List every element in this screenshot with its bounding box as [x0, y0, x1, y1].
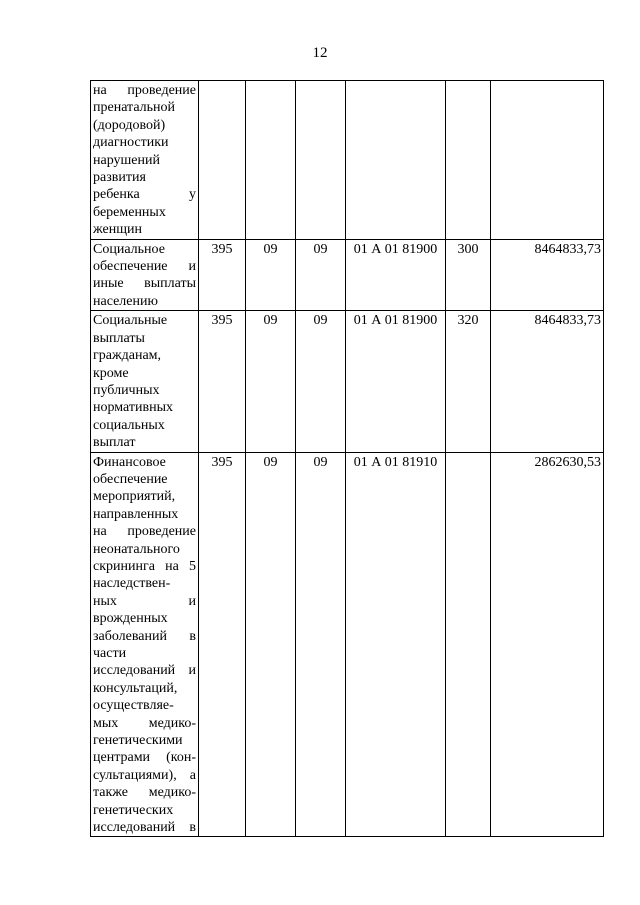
- table-row: [91, 81, 604, 240]
- row-name-line: генетических: [93, 802, 174, 818]
- row-name-line: неонатального: [93, 541, 180, 557]
- section-code-cell: 09: [246, 452, 296, 837]
- row-name-line: нарушений: [93, 152, 160, 168]
- subsection-code-cell: 09: [296, 452, 346, 837]
- section-code-cell: 09: [246, 311, 296, 452]
- table-row: [91, 452, 604, 837]
- budget-table-body: [91, 81, 604, 837]
- grbs-code-cell: 395: [199, 452, 246, 837]
- row-name-line: женщин: [93, 222, 142, 238]
- amount-cell: [491, 81, 604, 240]
- row-name-line: обеспечение и: [93, 259, 196, 275]
- row-name-line: консультаций,: [93, 680, 178, 696]
- row-name-line: гражданам,: [93, 348, 162, 364]
- row-name-line: обеспечение: [93, 471, 168, 487]
- table-row: [91, 239, 604, 311]
- row-name-line: пренатальной: [93, 100, 176, 116]
- row-name-line: Социальное: [93, 241, 165, 257]
- row-name-line: нормативных: [93, 400, 174, 416]
- expense-type-cell: 320: [446, 311, 491, 452]
- grbs-code-cell: 395: [199, 239, 246, 311]
- amount-cell: 8464833,73: [491, 311, 604, 452]
- subsection-code-cell: 09: [296, 311, 346, 452]
- row-name-line: социальных: [93, 417, 165, 433]
- row-name-line: мых медико-: [93, 715, 196, 731]
- grbs-code-cell: [199, 81, 246, 240]
- section-code-cell: 09: [246, 239, 296, 311]
- row-name-line: врожденных: [93, 611, 168, 627]
- subsection-code-cell: 09: [296, 239, 346, 311]
- row-name-line: публичных: [93, 382, 160, 398]
- row-name-line: заболеваний в: [93, 628, 196, 644]
- row-name-line: сультациями), а: [93, 767, 196, 783]
- row-name-line: диагностики: [93, 135, 169, 151]
- grbs-code-cell: 395: [199, 311, 246, 452]
- row-name-line: беременных: [93, 204, 166, 220]
- row-name-line: на проведение: [93, 524, 196, 540]
- row-name-line: ных и: [93, 593, 196, 609]
- row-name-line: также медико-: [93, 785, 196, 801]
- expense-type-cell: 300: [446, 239, 491, 311]
- amount-cell: 2862630,53: [491, 452, 604, 837]
- expense-type-cell: [446, 81, 491, 240]
- amount-cell: 8464833,73: [491, 239, 604, 311]
- target-article-cell: [346, 81, 446, 240]
- row-name-line: скрининга на 5: [93, 558, 196, 574]
- row-name-line: выплат: [93, 435, 136, 451]
- row-name-cell: [91, 452, 199, 837]
- row-name-line: наследствен-: [93, 576, 171, 592]
- row-name-line: Социальные: [93, 313, 168, 329]
- row-name-line: иные выплаты: [93, 276, 196, 292]
- row-name-line: населению: [93, 293, 158, 309]
- row-name-line: осуществляе-: [93, 698, 174, 714]
- row-name-line: исследований и: [93, 663, 196, 679]
- row-name-cell: [91, 311, 199, 452]
- row-name-line: кроме: [93, 365, 129, 381]
- row-name-line: центрами (кон-: [93, 750, 196, 766]
- row-name-line: (дородовой): [93, 117, 166, 133]
- target-article-cell: 01 А 01 81900: [346, 311, 446, 452]
- row-name-cell: [91, 81, 199, 240]
- row-name-line: ребенка у: [93, 187, 196, 203]
- page-number: 12: [312, 45, 328, 61]
- budget-table: [90, 80, 604, 837]
- section-code-cell: [246, 81, 296, 240]
- table-row: [91, 311, 604, 452]
- row-name-line: части: [93, 646, 127, 661]
- subsection-code-cell: [296, 81, 346, 240]
- row-name-line: направленных: [93, 506, 179, 522]
- expense-type-cell: [446, 452, 491, 837]
- row-name-cell: [91, 239, 199, 311]
- row-name-line: на проведение: [93, 83, 196, 98]
- row-name-line: генетическими: [93, 733, 183, 749]
- target-article-cell: 01 А 01 81910: [346, 452, 446, 837]
- target-article-cell: 01 А 01 81900: [346, 239, 446, 311]
- row-name-line: выплаты: [93, 330, 145, 346]
- row-name-line: исследований в: [93, 820, 196, 836]
- row-name-line: развития: [93, 170, 146, 186]
- row-name-line: Финансовое: [93, 454, 166, 470]
- row-name-line: мероприятий,: [93, 489, 176, 505]
